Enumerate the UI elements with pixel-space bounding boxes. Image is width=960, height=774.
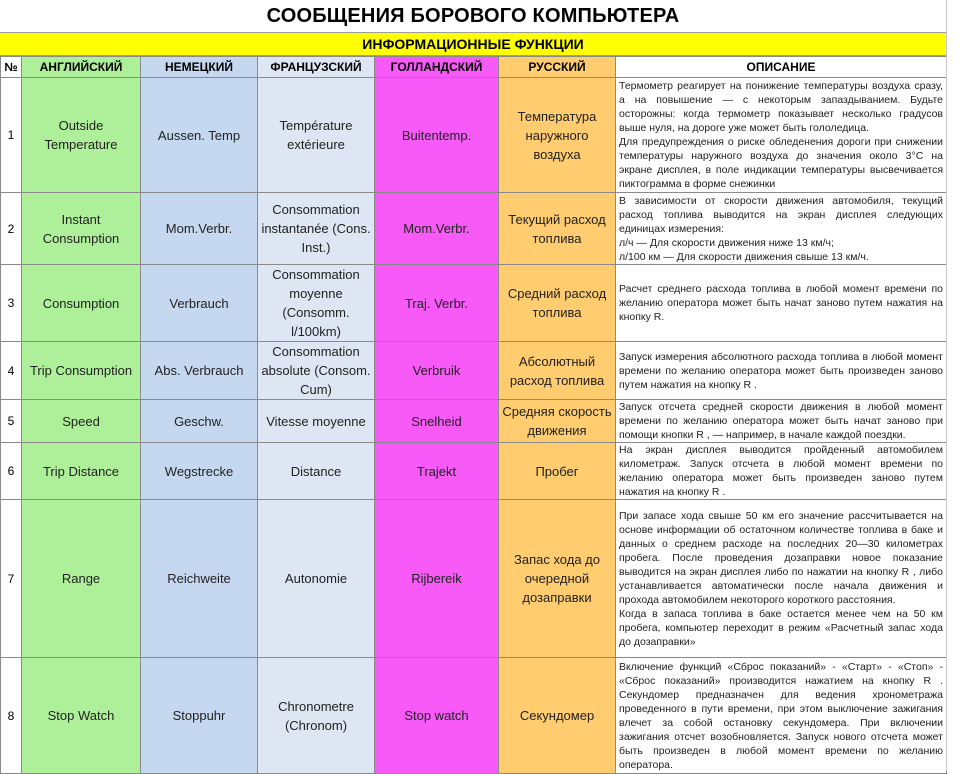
description-paragraph: Включение функций «Сброс показаний» - «Старт» - «Стоп» - «Сброс показаний» производится нажатием на кнопку R . Секундомер предназначен для ведения хронометража проведенного в пути времени, при этом выключение зажигания влечет за собой остановку секундомера. При включении зажигания отсчет возобновляется. Запуск нового отсчета может быть произведен в любой момент времени по желанию оператора. (619, 660, 943, 771)
page-title[interactable]: СООБЩЕНИЯ БОРОВОГО КОМПЬЮТЕРА (0, 0, 946, 33)
description-paragraph: Расчет среднего расхода топлива в любой момент времени по желанию оператора может быть начат заново путем нажатия на кнопку R. (619, 283, 943, 323)
table-row (1, 342, 947, 400)
table-body (1, 78, 947, 774)
cell-french[interactable]: Autonomie (258, 500, 375, 658)
description-paragraph: В зависимости от скорости движения автомобиля, текущий расход топлива выводится на экран дисплея следующих единицах измерения: (619, 194, 943, 235)
cell-description[interactable] (616, 443, 947, 500)
description-paragraph: Запуск отсчета средней скорости движения в любой момент времени по желанию оператора может быть начат заново при помощи кнопки R , — например, в начале каждой поездки. (619, 401, 943, 441)
description-paragraph: На экран дисплея выводится пройденный автомобилем километраж. Запуск отсчета в любой момент времени по желанию оператора может быть произведен заново путем нажатия на кнопку R . (619, 444, 943, 498)
table-row (1, 400, 947, 443)
cell-description[interactable] (616, 78, 947, 193)
table-row (1, 658, 947, 774)
row-number[interactable]: 7 (1, 500, 22, 658)
table-row (1, 265, 947, 342)
row-number[interactable]: 1 (1, 78, 22, 193)
description-paragraph: При запасе хода свыше 50 км его значение рассчитывается на основе информации об остаточном количестве топлива в баке и данных о среднем расходе на последних 20—30 километрах пробега. После проведения дозаправки новое показание выводится на экран дисплея либо по нажатии на кнопку R , либо устанавливается автоматически после начала движения и прохода автомобилем некоторого короткого расстояния. (619, 509, 943, 606)
cell-french[interactable]: Chronometre (Chronom) (258, 658, 375, 774)
cell-dutch[interactable]: Buitentemp. (375, 78, 499, 193)
cell-french[interactable]: Distance (258, 443, 375, 500)
description-paragraph: Запуск измерения абсолютного расхода топлива в любой момент времени по желанию оператора может быть произведен заново путем нажатия на кнопку R . (619, 350, 943, 391)
cell-french[interactable]: Consommation moyenne (Consomm. l/100km) (258, 265, 375, 342)
cell-french[interactable]: Vitesse moyenne (258, 400, 375, 443)
cell-french[interactable]: Consommation instantanée (Cons. Inst.) (258, 193, 375, 265)
cell-dutch[interactable]: Trajekt (375, 443, 499, 500)
cell-description[interactable] (616, 193, 947, 265)
header-russian[interactable]: РУССКИЙ (499, 57, 616, 78)
row-number[interactable]: 4 (1, 342, 22, 400)
cell-german[interactable]: Stoppuhr (141, 658, 258, 774)
cell-dutch[interactable]: Rijbereik (375, 500, 499, 658)
messages-table (0, 56, 947, 774)
cell-english[interactable]: Instant Consumption (22, 193, 141, 265)
table-row (1, 78, 947, 193)
cell-french[interactable]: Consommation absolute (Consom. Cum) (258, 342, 375, 400)
cell-dutch[interactable]: Traj. Verbr. (375, 265, 499, 342)
cell-russian[interactable]: Средний расход топлива (499, 265, 616, 342)
cell-german[interactable]: Aussen. Temp (141, 78, 258, 193)
cell-german[interactable]: Abs. Verbrauch (141, 342, 258, 400)
cell-description[interactable] (616, 658, 947, 774)
cell-german[interactable]: Mom.Verbr. (141, 193, 258, 265)
cell-russian[interactable]: Текущий расход топлива (499, 193, 616, 265)
cell-english[interactable]: Stop Watch (22, 658, 141, 774)
table-row (1, 193, 947, 265)
header-french[interactable]: ФРАНЦУЗСКИЙ (258, 57, 375, 78)
header-num[interactable]: № (1, 57, 22, 78)
cell-german[interactable]: Reichweite (141, 500, 258, 658)
description-paragraph: Когда в запаса топлива в баке остается менее чем на 50 км пробега, компьютер переходит в режим «Расчетный запас хода до дозаправки» (619, 607, 943, 648)
header-row (1, 57, 947, 78)
cell-dutch[interactable]: Mom.Verbr. (375, 193, 499, 265)
table-row (1, 443, 947, 500)
cell-russian[interactable]: Температура наружного воздуха (499, 78, 616, 193)
header-dutch[interactable]: ГОЛЛАНДСКИЙ (375, 57, 499, 78)
cell-english[interactable]: Outside Temperature (22, 78, 141, 193)
row-number[interactable]: 3 (1, 265, 22, 342)
row-number[interactable]: 5 (1, 400, 22, 443)
header-english[interactable]: АНГЛИЙСКИЙ (22, 57, 141, 78)
cell-russian[interactable]: Запас хода до очередной дозаправки (499, 500, 616, 658)
cell-description[interactable] (616, 400, 947, 443)
description-paragraph: л/ч — Для скорости движения ниже 13 км/ч; (619, 236, 834, 249)
cell-description[interactable] (616, 500, 947, 658)
header-description[interactable]: ОПИСАНИЕ (616, 57, 947, 78)
cell-english[interactable]: Trip Distance (22, 443, 141, 500)
row-number[interactable]: 8 (1, 658, 22, 774)
description-paragraph: Термометр реагирует на понижение температуры воздуха сразу, а на повышение — с некоторым запаздыванием. Будьте осторожны: когда термометр показывает несколько градусов выше нуля, на дороге уже может быть гололедица. (619, 80, 943, 134)
cell-english[interactable]: Speed (22, 400, 141, 443)
header-german[interactable]: НЕМЕЦКИЙ (141, 57, 258, 78)
section-subtitle[interactable]: ИНФОРМАЦИОННЫЕ ФУНКЦИИ (0, 33, 946, 56)
description-paragraph: л/100 км — Для скорости движения свыше 13 км/ч. (619, 250, 869, 263)
cell-russian[interactable]: Абсолютный расход топлива (499, 342, 616, 400)
table-row (1, 500, 947, 658)
cell-english[interactable]: Consumption (22, 265, 141, 342)
cell-dutch[interactable]: Snelheid (375, 400, 499, 443)
cell-russian[interactable]: Средняя скорость движения (499, 400, 616, 443)
cell-english[interactable]: Trip Consumption (22, 342, 141, 400)
cell-english[interactable]: Range (22, 500, 141, 658)
cell-german[interactable]: Geschw. (141, 400, 258, 443)
cell-german[interactable]: Verbrauch (141, 265, 258, 342)
cell-dutch[interactable]: Stop watch (375, 658, 499, 774)
cell-russian[interactable]: Секундомер (499, 658, 616, 774)
cell-french[interactable]: Température extérieure (258, 78, 375, 193)
cell-russian[interactable]: Пробег (499, 443, 616, 500)
cell-description[interactable] (616, 265, 947, 342)
cell-description[interactable] (616, 342, 947, 400)
row-number[interactable]: 2 (1, 193, 22, 265)
cell-german[interactable]: Wegstrecke (141, 443, 258, 500)
window-edge (946, 0, 960, 771)
cell-dutch[interactable]: Verbruik (375, 342, 499, 400)
description-paragraph: Для предупреждения о риске обледенения дороги при снижении температуры наружного воздуха до значения около 3°C на экране дисплея, в поле индикации температуры высвечивается пиктограмма в форме снежинки (619, 136, 943, 190)
row-number[interactable]: 6 (1, 443, 22, 500)
